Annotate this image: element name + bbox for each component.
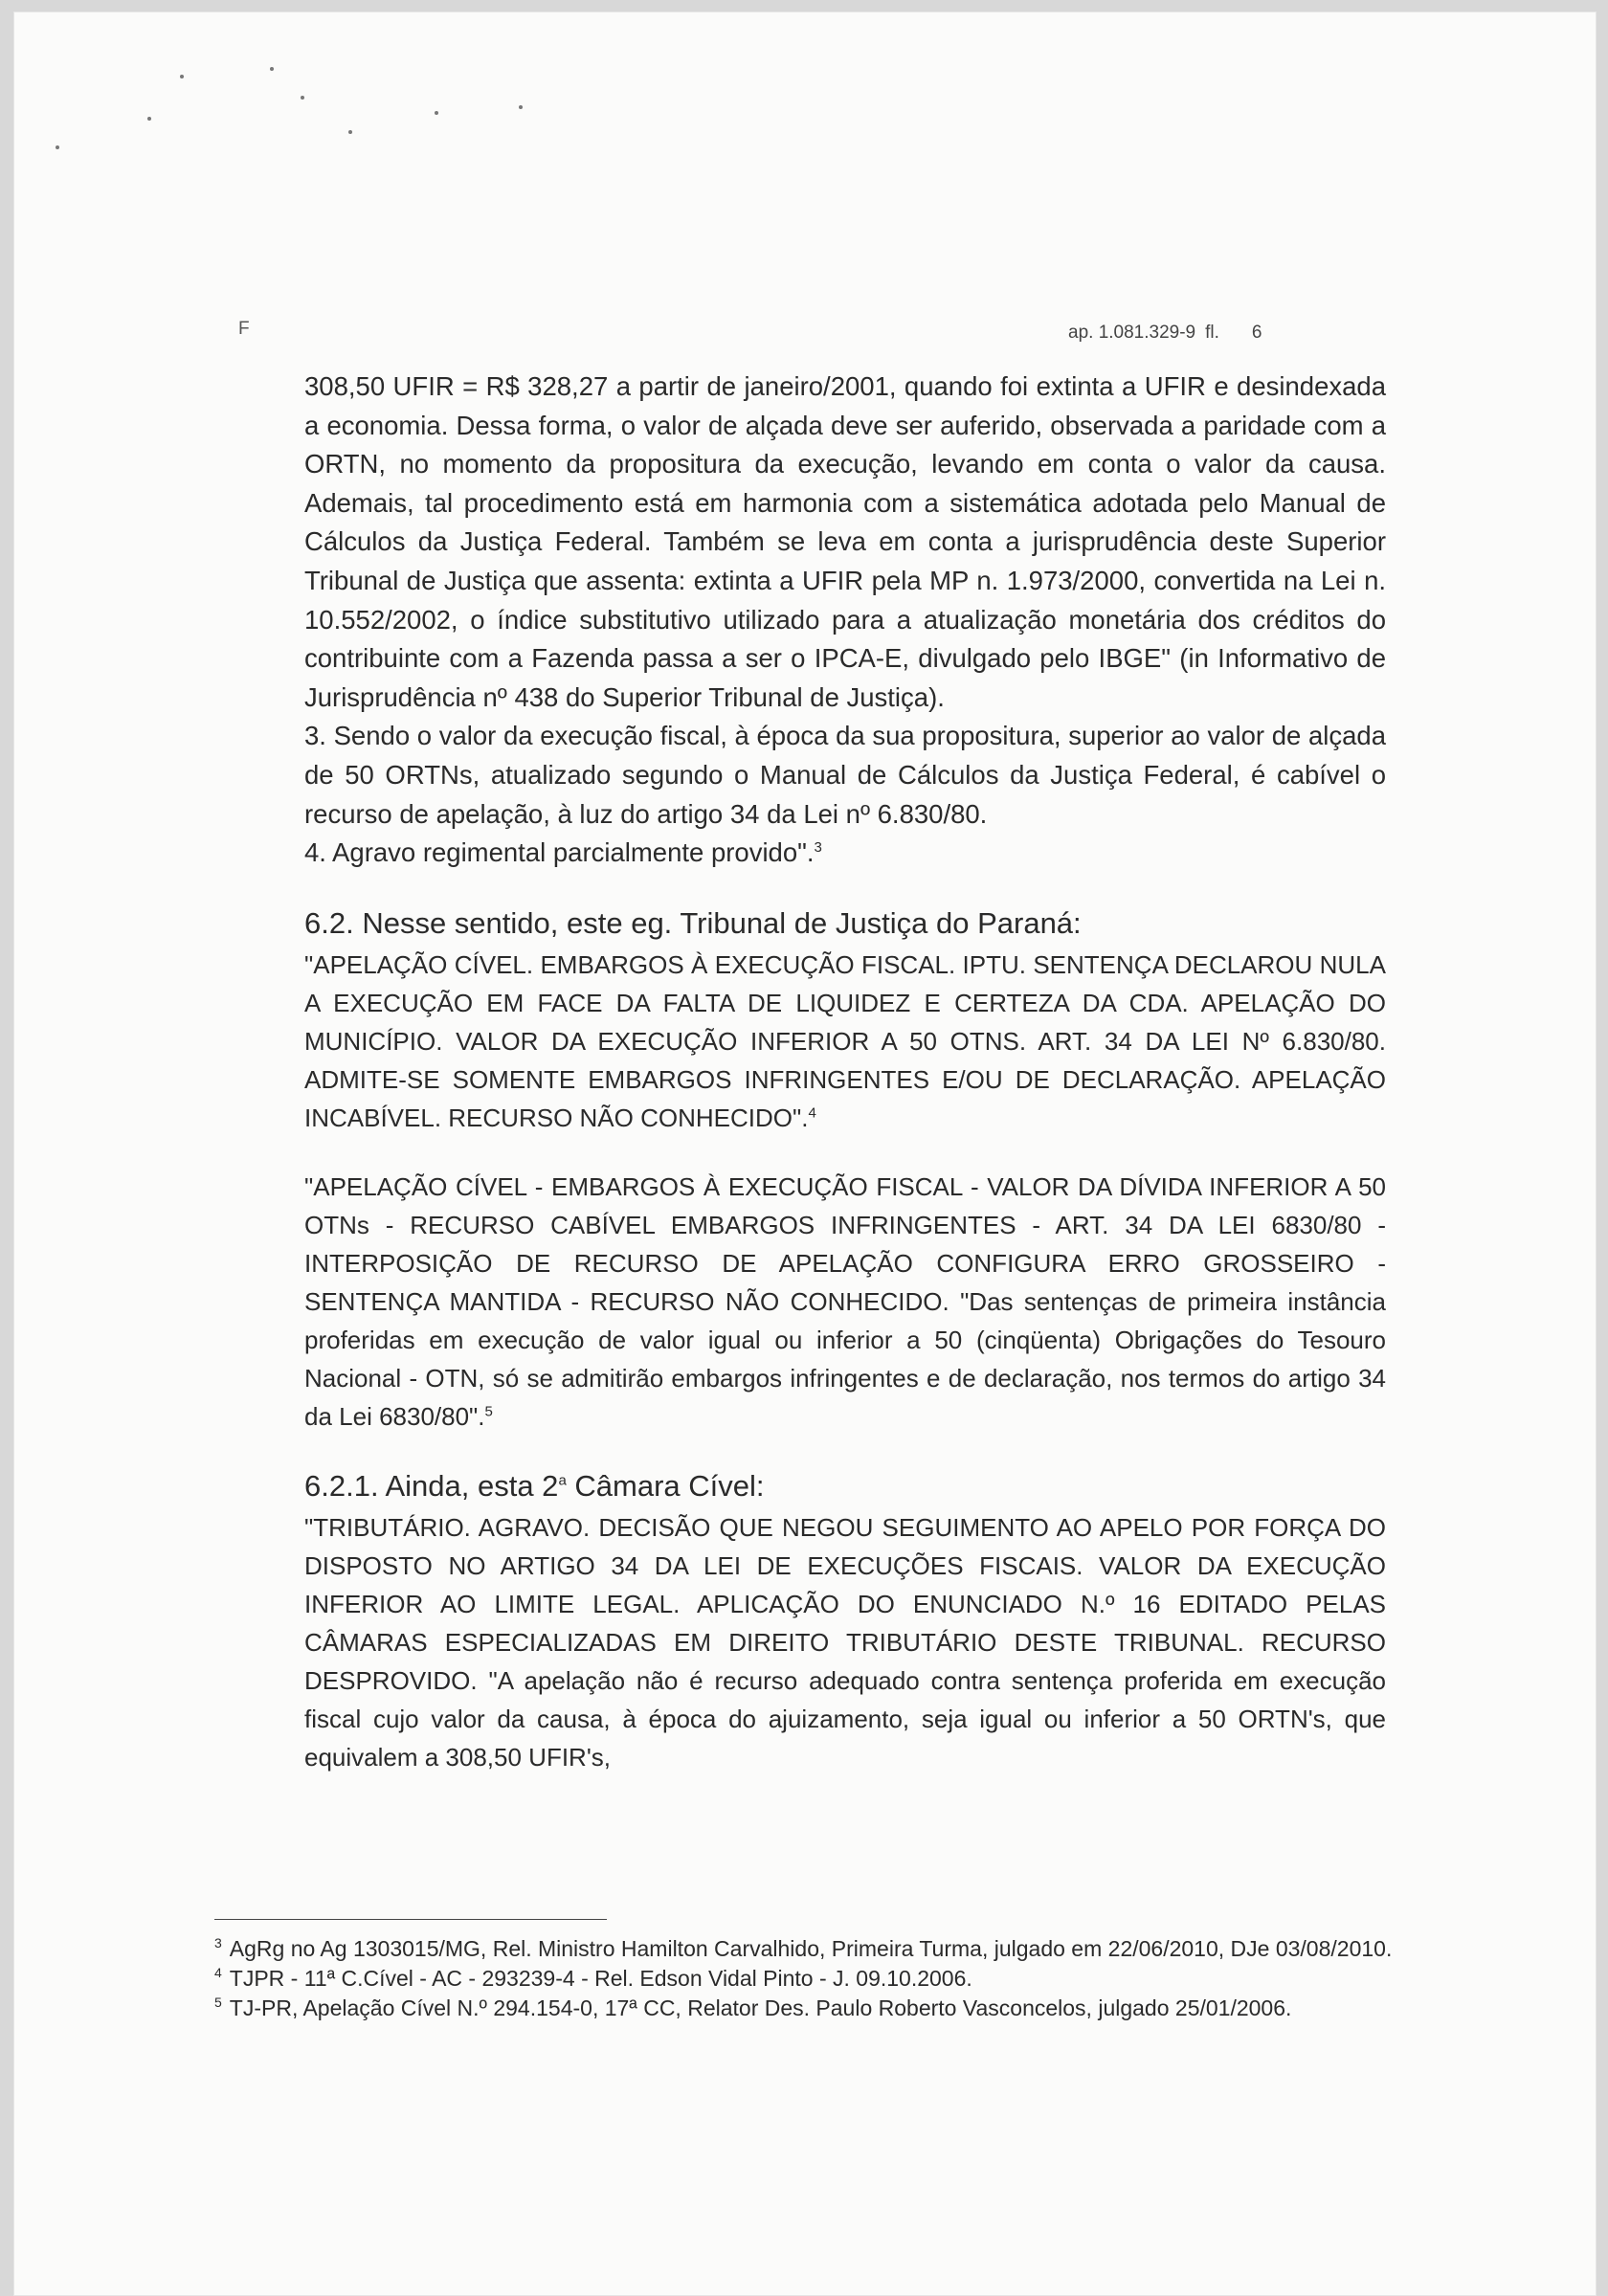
case-law-quote (304, 1168, 1386, 1436)
scan-speck (147, 117, 151, 121)
scan-speck (348, 130, 352, 134)
case-reference: ap. 1.081.329-9 (1068, 323, 1196, 343)
case-law-quote: "TRIBUTÁRIO. AGRAVO. DECISÃO QUE NEGOU SEGUIMENTO AO APELO POR FORÇA DO DISPOSTO NO ARTIGO 34 DA LEI DE EXECUÇÕES FISCAIS. VALOR DA EXECUÇÃO INFERIOR AO LIMITE LEGAL. APLICAÇÃO DO ENUNCIADO N.º 16 EDITADO PELAS CÂMARAS ESPECIALIZADAS EM DIREITO TRIBUTÁRIO DESTE TRIBUNAL. RECURSO DESPROVIDO. "A apelação não é recurso adequado contra sentença proferida em execução fiscal cujo valor da causa, à época do ajuizamento, seja igual ou inferior a 50 ORTN's, que equivalem a 308,50 UFIR's, (304, 1512, 1386, 1772)
page-number: 6 (1251, 323, 1262, 343)
footnote-text: AgRg no Ag 1303015/MG, Rel. Ministro Hamilton Carvalhido, Primeira Turma, julgado em 22/06/2010, DJe 03/08/2010. (229, 1936, 1393, 1961)
scan-speck (519, 105, 523, 109)
footnote-separator (214, 1919, 607, 1920)
document-body (304, 368, 1386, 1776)
footnote (214, 1965, 1401, 1993)
heading-text: Câmara Cível: (566, 1468, 765, 1503)
footnote-number: 5 (214, 1995, 222, 2011)
footnote-reference: 3 (814, 838, 822, 856)
paragraph-text: 4. Agravo regimental parcialmente provido". (304, 837, 815, 868)
body-paragraph: 308,50 UFIR = R$ 328,27 a partir de janeiro/2001, quando foi extinta a UFIR e desindexada a economia. Dessa forma, o valor de alçada deve ser auferido, observada a paridade com a ORTN, no momento da propositura da execução, levando em conta o valor da causa. Ademais, tal procedimento está em harmonia com a sistemática adotada pelo Manual de Cálculos da Justiça Federal. Também se leva em conta a jurisprudência deste Superior Tribunal de Justiça que assenta: extinta a UFIR pela MP n. 1.973/2000, convertida na Lei n. 10.552/2002, o índice substitutivo utilizado para a atualização monetária dos créditos do contribuinte com a Fazenda passa a ser o IPCA-E, divulgado pelo IBGE" (in Informativo de Jurisprudência nº 438 do Superior Tribunal de Justiça). (304, 371, 1386, 712)
footnote-number: 3 (214, 1935, 222, 1951)
section-heading (304, 1464, 1386, 1508)
page-margin-mark: F (238, 319, 250, 339)
page-header (1068, 323, 1271, 344)
quote-text: "APELAÇÃO CÍVEL. EMBARGOS À EXECUÇÃO FISCAL. IPTU. SENTENÇA DECLAROU NULA A EXECUÇÃO EM FACE DA FALTA DE LIQUIDEZ E CERTEZA DA CDA. APELAÇÃO DO MUNICÍPIO. VALOR DA EXECUÇÃO INFERIOR A 50 OTNS. ART. 34 DA LEI Nº 6.830/80. ADMITE-SE SOMENTE EMBARGOS INFRINGENTES E/OU DE DECLARAÇÃO. APELAÇÃO INCABÍVEL. RECURSO NÃO CONHECIDO". (304, 949, 1386, 1132)
scan-speck (56, 145, 59, 149)
quote-text: "APELAÇÃO CÍVEL - EMBARGOS À EXECUÇÃO FISCAL - VALOR DA DÍVIDA INFERIOR A 50 OTNs - RECURSO CABÍVEL EMBARGOS INFRINGENTES - ART. 34 DA LEI 6830/80 - INTERPOSIÇÃO DE RECURSO DE APELAÇÃO CONFIGURA ERRO GROSSEIRO - SENTENÇA MANTIDA - RECURSO NÃO CONHECIDO. "Das sentenças de primeira instância proferidas em execução de valor igual ou inferior a 50 (cinqüenta) Obrigações do Tesouro Nacional - OTN, só se admitirão embargos infringentes e de declaração, nos termos do artigo 34 da Lei 6830/80". (304, 1171, 1386, 1431)
footnotes (214, 1935, 1401, 2024)
body-paragraph (304, 834, 1386, 873)
case-law-quote (304, 946, 1386, 1137)
scan-speck (435, 111, 438, 115)
folio-label: fl. (1205, 323, 1219, 343)
scan-speck (301, 96, 304, 100)
footnote-number: 4 (214, 1965, 222, 1981)
footnote-text: TJPR - 11ª C.Cível - AC - 293239-4 - Rel. Edson Vidal Pinto - J. 09.10.2006. (229, 1966, 972, 1991)
footnote (214, 1935, 1401, 1963)
footnote-text: TJ-PR, Apelação Cível N.º 294.154-0, 17ª CC, Relator Des. Paulo Roberto Vasconcelos, julgado 25/01/2006. (229, 1995, 1292, 2020)
ordinal-indicator: a (558, 1472, 567, 1489)
scan-speck (180, 75, 184, 78)
body-paragraph: 3. Sendo o valor da execução fiscal, à época da sua propositura, superior ao valor de alçada de 50 ORTNs, atualizado segundo o Manual de Cálculos da Justiça Federal, é cabível o recurso de apelação, à luz do artigo 34 da Lei nº 6.830/80. (304, 721, 1386, 829)
scan-speck (270, 67, 274, 71)
footnote-reference: 4 (808, 1104, 816, 1122)
footnote (214, 1995, 1401, 2022)
section-heading: 6.2. Nesse sentido, este eg. Tribunal de Justiça do Paraná: (304, 905, 1082, 940)
footnote-reference: 5 (484, 1403, 493, 1420)
heading-text: 6.2.1. Ainda, esta 2 (304, 1468, 559, 1503)
